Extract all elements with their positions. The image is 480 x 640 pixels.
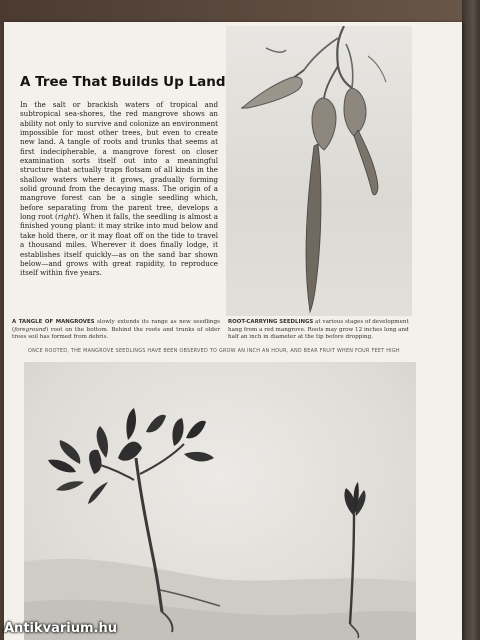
mangrove-sandbar-photo <box>24 362 416 640</box>
article-body-italic: right <box>57 212 76 222</box>
caption-seedlings-text: at various stages of development hang from a red mangrove. Roots may grow 12 inches long and half an inch in diameter at the tip before dropping. <box>228 319 409 341</box>
caption-tangle-lead: A TANGLE OF MANGROVES <box>12 319 95 325</box>
watermark-logo: Antikvarium.hu <box>4 621 117 636</box>
sandbar-illustration <box>24 362 416 640</box>
seedlings-photo <box>226 26 412 316</box>
book-spine <box>462 0 480 640</box>
article-body-part-1: In the salt or brackish waters of tropical and subtropical sea-shores, the red mangrove shows an ability not only to survive and colonize an environment impossible for most other trees, but even to create new land. A tangle of roots and trunks that seems at first indecipherable, a mangrove forest on closer examination sorts itself out into a meaningful structure that actually traps flotsam of all kinds in the shallow waters where it grows, gradually forming solid ground from the decaying mass. The origin of a mangrove forest can be a single seedling which, before separating from the parent tree, develops a long root ( <box>20 100 218 222</box>
book-page <box>4 22 462 640</box>
article-body-part-2: ). When it falls, the seedling is almost a finished young plant: it may strike into mud below and take hold there, or it may float off on the tide to travel a thousand miles. Wherever it does finally lodge, it establishes itself quickly—as on the sand bar shown below—and grows with great rapidity, to reproduce itself within five years. <box>20 212 219 278</box>
caption-seedlings <box>228 319 416 342</box>
bottom-photo-caption: ONCE ROOTED, THE MANGROVE SEEDLINGS HAVE BEEN OBSERVED TO GROW AN INCH AN HOUR, AND BEAR FRUIT WHEN FOUR FEET HIGH <box>28 348 400 354</box>
caption-tangle-part-2: ) root on the bottom. Behind the roots and trunks of older trees soil has formed from debris. <box>12 326 220 341</box>
caption-tangle <box>12 319 220 342</box>
caption-tangle-italic: foreground <box>14 326 47 333</box>
article-body <box>20 100 218 278</box>
seedlings-illustration <box>226 26 412 316</box>
caption-tangle-part-1: slowly extends its range as new seedlings ( <box>12 319 220 333</box>
caption-seedlings-lead: ROOT-CARRYING SEEDLINGS <box>228 319 314 325</box>
article-headline: A Tree That Builds Up Land <box>20 74 226 90</box>
